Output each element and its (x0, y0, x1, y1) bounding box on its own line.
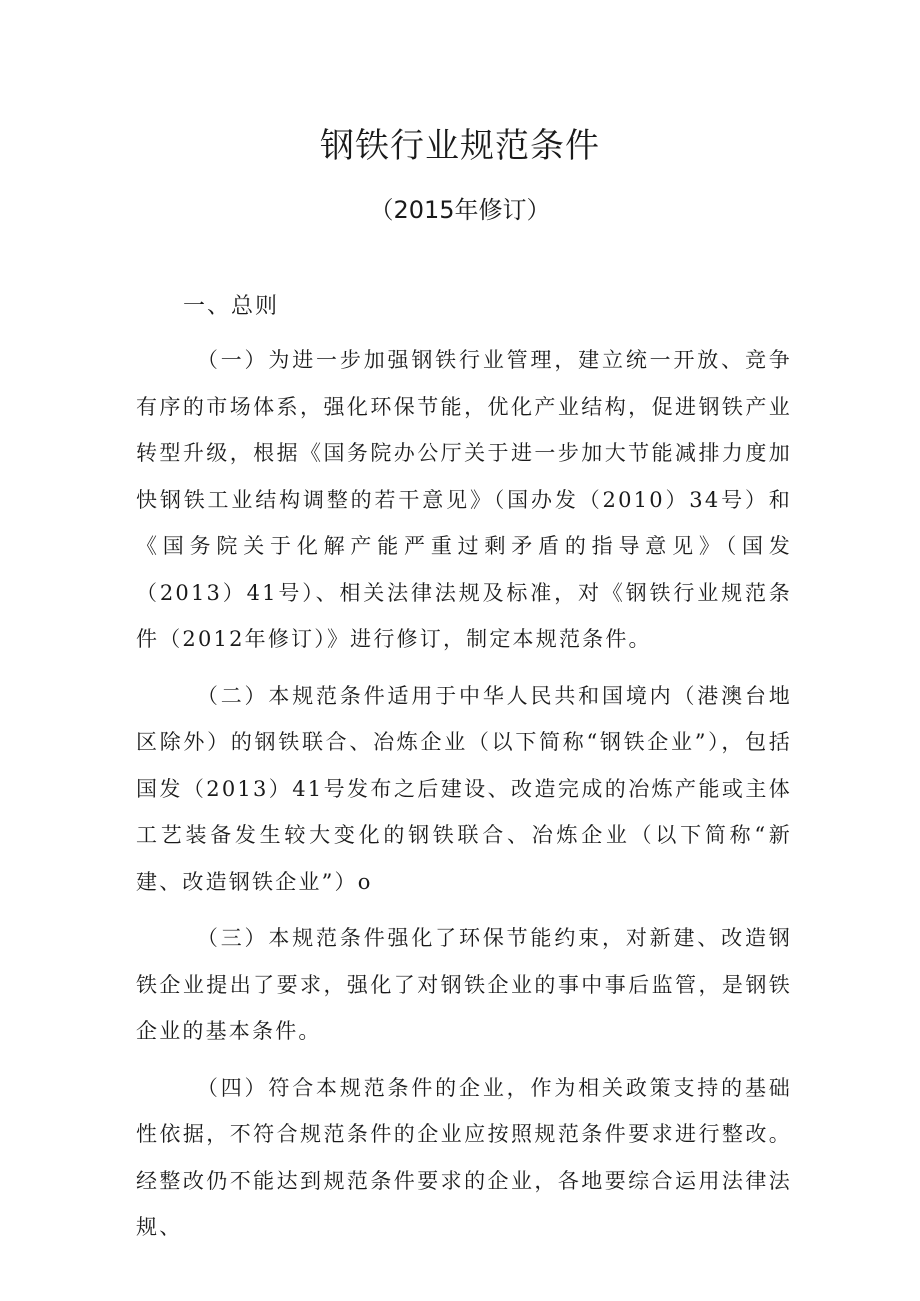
paragraph-4: （四）符合本规范条件的企业，作为相关政策支持的基础性依据，不符合规范条件的企业应按照规范条件要求进行整改。经整改仍不能达到规范条件要求的企业，各地要综合运用法律法规、 (136, 1075, 792, 1239)
paragraph-1: （一）为进一步加强钢铁行业管理，建立统一开放、竞争有序的市场体系，强化环保节能，优化产业结构，促进钢铁产业转型升级，根据《国务院办公厅关于进一步加大节能减排力度加快钢铁工业结构调整的若干意见》（国办发（2010）34号）和《国务院关于化解产能严重过剩矛盾的指导意见》（国发（2013）41号）、相关法律法规及标准，对《钢铁行业规范条件（2012年修订）》进行修订，制定本规范条件。 (136, 348, 792, 651)
document-body (136, 337, 792, 1261)
document-subtitle: （2015年修订） (369, 196, 551, 224)
paragraph-2: （二）本规范条件适用于中华人民共和国境内（港澳台地区除外）的钢铁联合、冶炼企业（以下简称“钢铁企业”），包括国发（2013）41号发布之后建设、改造完成的冶炼产能或主体工艺装备发生较大变化的钢铁联合、冶炼企业（以下简称“新建、改造钢铁企业”）o (136, 683, 792, 894)
section-heading: 一、总则 (183, 294, 280, 319)
paragraph-3: （三）本规范条件强化了环保节能约束，对新建、改造钢铁企业提出了要求，强化了对钢铁企业的事中事后监管，是钢铁企业的基本条件。 (136, 926, 792, 1043)
document-title: 钢铁行业规范条件 (320, 126, 600, 166)
